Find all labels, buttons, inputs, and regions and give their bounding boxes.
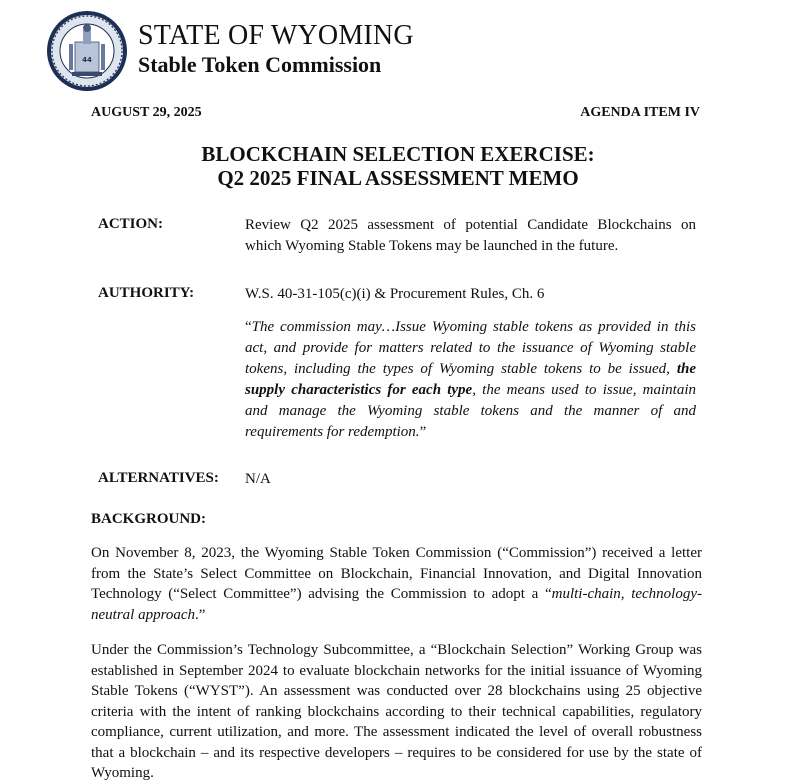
p1-italic: multi-chain, technology-neutral approach [91,586,702,623]
document-title-line1: BLOCKCHAIN SELECTION EXERCISE: [201,142,595,166]
agenda-item: AGENDA ITEM IV [580,105,700,120]
document-title-line2: Q2 2025 FINAL ASSESSMENT MEMO [217,166,579,190]
alternatives-value: N/A [245,471,271,487]
state-title: STATE OF WYOMING [138,20,414,51]
memo-date: AUGUST 29, 2025 [91,105,202,120]
authority-label: AUTHORITY: [98,285,195,301]
wyoming-state-seal-icon [46,10,128,92]
quote-open-mark: “ [245,319,252,335]
quote-part1: The commission may…Issue Wyoming stable tokens as provided in this act, and provide for matters related to the issuance of Wyoming stable tokens, including the types of Wyoming stable tokens to be issued, [245,319,696,377]
action-line1: Review Q2 2025 assessment of potential Candidate Blockchains on [245,217,696,233]
p1-end: .” [195,606,206,623]
action-label: ACTION: [98,216,164,232]
action-value [245,215,696,257]
background-heading: BACKGROUND: [91,511,206,527]
quote-close-mark: ” [419,424,427,440]
p1-text: On November 8, 2023, the Wyoming Stable Token Commission (“Commission”) received a letter from the State’s Select Committee on Blockchain, Financial Innovation, and Digital Innovation Technology (“Select Committee”) advising the Commission to adopt a “ [91,545,702,602]
authority-citation: W.S. 40-31-105(c)(i) & Procurement Rules, Ch. 6 [245,286,545,302]
authority-quote [245,317,696,443]
commission-name: Stable Token Commission [138,52,382,77]
quote-bold: the supply characteristics for each type [245,361,696,398]
alternatives-label: ALTERNATIVES: [98,470,219,486]
action-line2: which Wyoming Stable Tokens may be launched in the future. [245,238,619,254]
quote-part2: , the means used to issue, maintain and manage the Wyoming stable tokens and the manner of and requirements for redemption. [245,382,696,440]
background-paragraph-2: Under the Commission’s Technology Subcommittee, a “Blockchain Selection” Working Group was established in September 2024 to evaluate blockchain networks for the initial issuance of Wyoming Stable Tokens (“WYST”). An assessment was conducted over 28 blockchains using 25 objective criteria with the intent of ranking blockchains according to their technical capabilities, regulatory compliance, current utilization, and more. The assessment indicated the level of overall robustness that a blockchain – and its respective developers – requires to be considered for use by the state of Wyoming. [91,642,702,781]
background-paragraph-1 [91,543,702,625]
svg-text:44: 44 [82,56,92,64]
